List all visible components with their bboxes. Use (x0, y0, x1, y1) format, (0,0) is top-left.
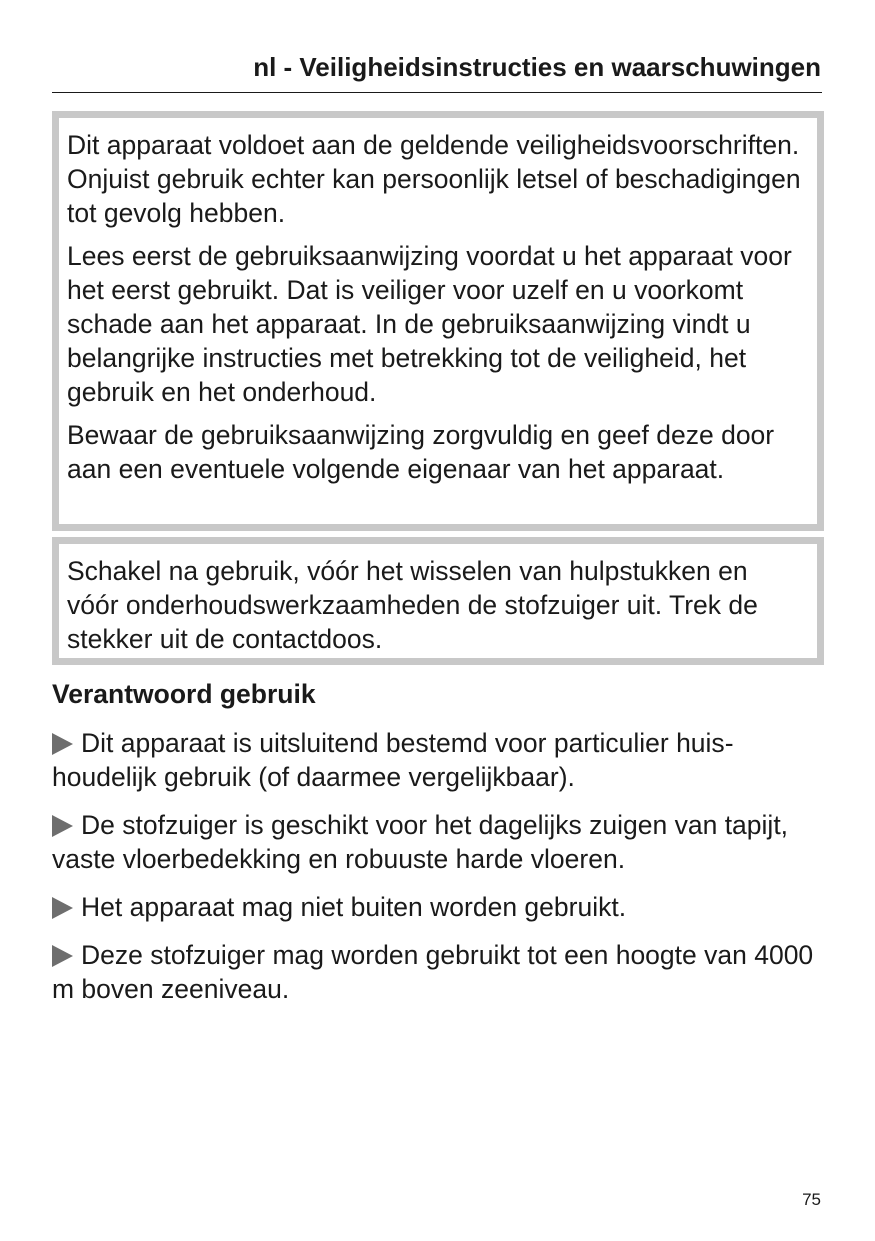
list-item-text: Deze stofzuiger mag worden gebruikt tot een hoogte van 4000 m boven zeeniveau. (52, 940, 814, 1004)
triangle-right-icon (52, 945, 73, 967)
list-item-text: Het apparaat mag niet buiten worden gebruikt. (81, 892, 627, 922)
list-item-text: Dit apparaat is uitsluitend bestemd voor particulier huishoudelijk gebruik (of daarmee vergelijkbaar). (52, 728, 734, 792)
page-header-title: nl - Veiligheidsinstructies en waarschuwingen (253, 52, 821, 82)
safety-notice-paragraph-3: Bewaar de gebruiksaanwijzing zorgvuldig en geef deze door aan een eventuele volgende eigenaar van het apparaat. (67, 420, 775, 484)
switch-off-notice-box (52, 537, 824, 665)
section-heading: Verantwoord gebruik (52, 679, 316, 709)
safety-notice-box (52, 111, 824, 531)
triangle-right-icon (52, 897, 73, 919)
triangle-right-icon (52, 733, 73, 755)
list-item-text: De stofzuiger is geschikt voor het dagelijks zuigen van tapijt, vaste vloerbedekking en robuuste harde vloeren. (52, 810, 789, 874)
header-divider (52, 92, 822, 93)
switch-off-notice-text: Schakel na gebruik, vóór het wisselen van hulpstukken en vóór onderhoudswerkzaamheden de stofzuiger uit. Trek de stekker uit de contactdoos. (67, 556, 758, 654)
list-item (52, 938, 827, 1006)
list-item (52, 808, 827, 876)
list-item (52, 726, 827, 794)
bullet-list (52, 726, 827, 1020)
list-item (52, 890, 827, 924)
safety-notice-paragraph-1: Dit apparaat voldoet aan de geldende veiligheidsvoorschriften. Onjuist gebruik echter kan persoonlijk letsel of beschadigingen tot gevolg hebben. (67, 130, 801, 228)
safety-notice-paragraph-2: Lees eerst de gebruiksaanwijzing voordat u het apparaat voor het eerst gebruikt. Dat is veiliger voor uzelf en u voorkomt schade aan het apparaat. In de gebruiksaanwijzing vindt u belangrijke instructies met betrekking tot de veiligheid, het gebruik en het onderhoud. (67, 241, 792, 407)
triangle-right-icon (52, 815, 73, 837)
page-number: 75 (802, 1190, 821, 1209)
